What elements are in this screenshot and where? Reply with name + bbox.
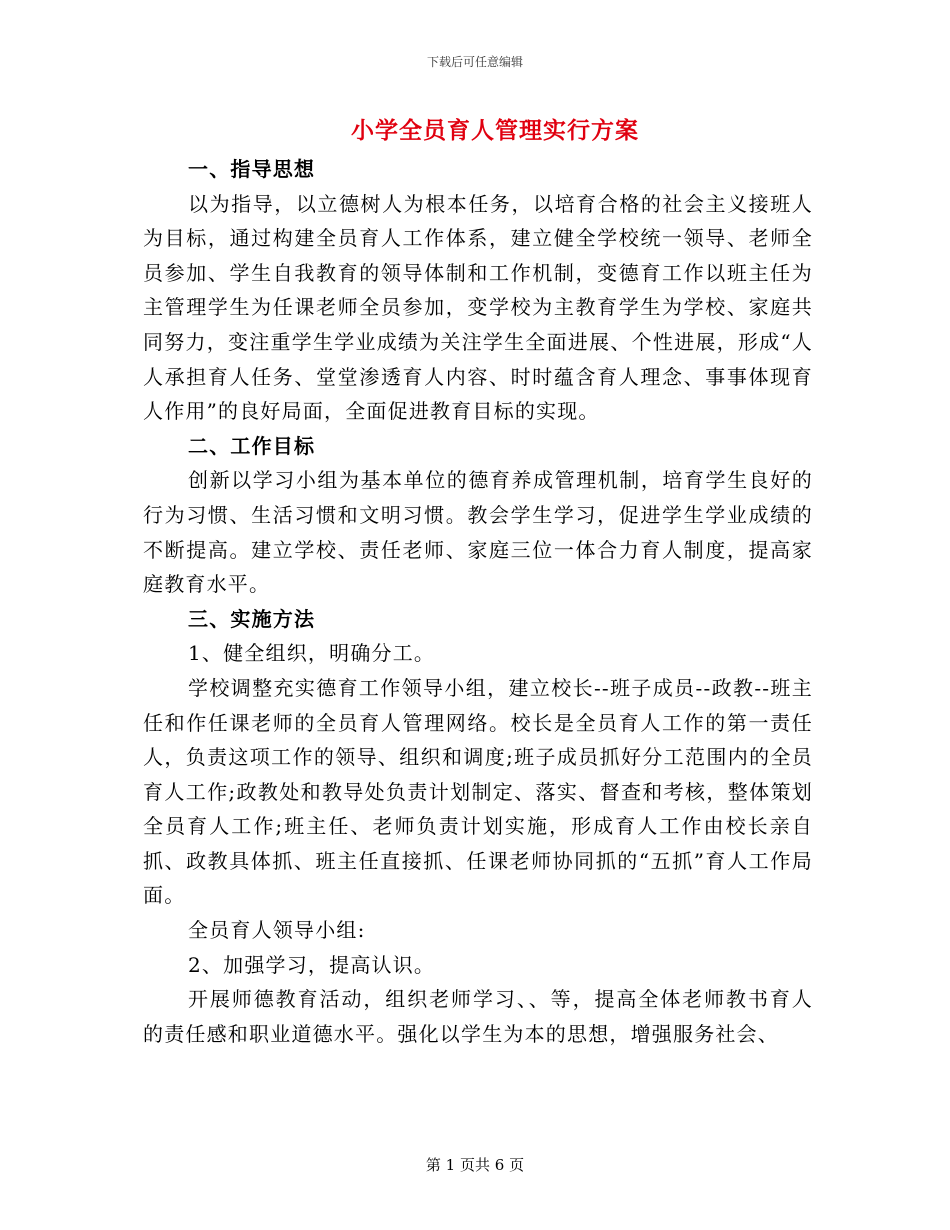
- list-item-organization: 1、健全组织，明确分工。: [188, 641, 436, 666]
- paragraph-work-goals: 创新以学习小组为基本单位的德育养成管理机制，培育学生良好的行为习惯、生活习惯和文明习惯。教会学生学习，促进学生学业成绩的不断提高。建立学校、责任老师、家庭三位一体合力育人制度，提高家庭教育水平。: [143, 468, 813, 597]
- section-heading-work-goals: 二、工作目标: [188, 433, 316, 458]
- document-title: 小学全员育人管理实行方案: [351, 117, 639, 144]
- section-heading-implementation: 三、实施方法: [188, 606, 316, 631]
- paragraph-organization: 学校调整充实德育工作领导小组，建立校长--班子成员--政教--班主任和作任课老师的全员育人管理网络。校长是全员育人工作的第一责任人，负责这项工作的领导、组织和调度;班子成员抓好分工范围内的全员育人工作;政教处和教导处负责计划制定、落实、督查和考核，整体策划全员育人工作;班主任、老师负责计划实施，形成育人工作由校长亲自抓、政教具体抓、班主任直接抓、任课老师协同抓的“五抓”育人工作局面。: [143, 675, 813, 908]
- paragraph-study: 开展师德教育活动，组织老师学习、、等，提高全体老师教书育人的责任感和职业道德水平。强化以学生为本的思想，增强服务社会、: [143, 987, 813, 1046]
- header-note: 下载后可任意编辑: [426, 55, 523, 69]
- paragraph-guiding-ideology: 以为指导，以立德树人为根本任务，以培育合格的社会主义接班人为目标，通过构建全员育人工作体系，建立健全学校统一领导、老师全员参加、学生自我教育的领导体制和工作机制，变德育工作以班主任为主管理学生为任课老师全员参加，变学校为主教育学生为学校、家庭共同努力，变注重学生学业成绩为关注学生全面进展、个性进展，形成“人人承担育人任务、堂堂渗透育人内容、时时蕴含育人理念、事事体现育人作用”的良好局面，全面促进教育目标的实现。: [143, 191, 813, 424]
- page-footer: 第 1 页共 6 页: [425, 1156, 525, 1174]
- list-item-study: 2、加强学习，提高认识。: [188, 952, 436, 977]
- section-heading-guiding-ideology: 一、指导思想: [188, 157, 316, 181]
- document-body: [143, 152, 813, 1051]
- leader-group-label: 全员育人领导小组:: [188, 918, 366, 943]
